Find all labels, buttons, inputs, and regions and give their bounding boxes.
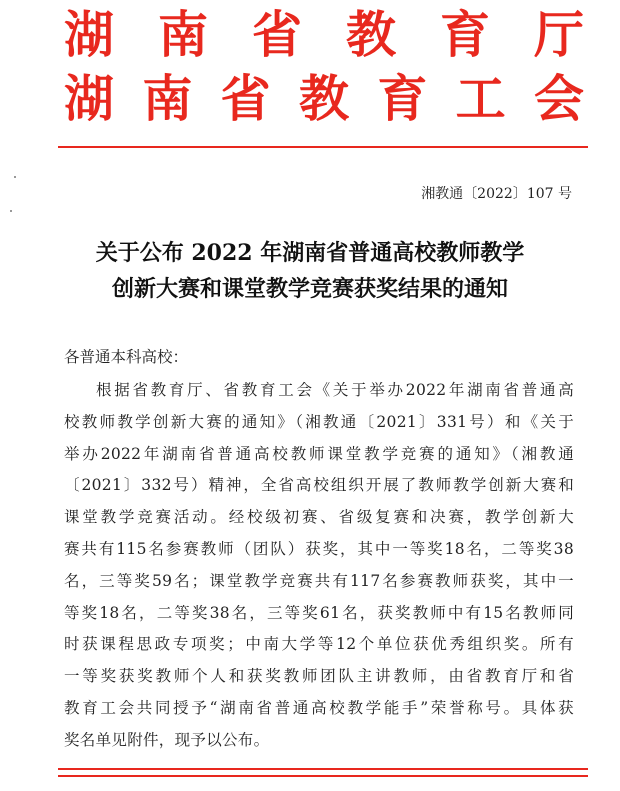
body-text-line: 教育工会共同授予“湖南省普通高校教学能手”荣誉称号。具体获: [64, 699, 574, 717]
body-text-line: 举办2022年湖南省普通高校教师课堂教学竞赛的通知》（湘教通: [64, 444, 574, 463]
body-text-line: 赛共有115名参赛教师（团队）获奖，其中一等奖18名，二等奖38: [64, 540, 574, 558]
header-char: 厅: [534, 6, 584, 64]
header-char: 湖: [64, 6, 114, 64]
header-char: 育: [440, 6, 490, 64]
red-footer-rule-upper: [58, 768, 588, 770]
red-footer-rule-lower: [58, 775, 588, 777]
document-title-line-2: 创新大赛和课堂教学竞赛获奖结果的通知: [111, 276, 508, 302]
header-char: 省: [220, 70, 271, 128]
header-char: 教: [346, 6, 396, 64]
header-char: 育: [377, 70, 428, 128]
header-char: 南: [142, 70, 193, 128]
salutation: 各普通本科高校：: [64, 348, 189, 366]
header-char: 南: [158, 6, 208, 64]
document-number: 湘教通〔2022〕107 号: [421, 186, 572, 202]
body-text-line: 等奖18名，二等奖38名，三等奖61名，获奖教师中有15名教师同: [64, 603, 574, 622]
body-text-line: 〔2021〕332号）精神，全省高校组织开展了教师教学创新大赛和: [64, 476, 574, 495]
red-header-rule: [58, 146, 588, 148]
margin-mark: [14, 176, 16, 178]
body-text-line: 一等奖获奖教师个人和获奖教师团队主讲教师，由省教育厅和省: [64, 667, 574, 686]
body-text-line: 奖名单见附件，现予以公布。: [64, 730, 270, 749]
body-text-line: 校教师教学创新大赛的通知》（湘教通〔2021〕331号）和《关于: [64, 412, 574, 431]
header-char: 工: [455, 70, 506, 128]
body-text-line: 时获课程思政专项奖；中南大学等12个单位获优秀组织奖。所有: [64, 635, 574, 654]
body-text-line: 名，三等奖59名；课堂教学竞赛共有117名参赛教师获奖，其中一: [64, 571, 574, 590]
issuer-header-education-union: [64, 68, 584, 130]
header-char: 省: [252, 6, 302, 64]
margin-mark: [10, 210, 12, 212]
header-char: 教: [298, 70, 349, 128]
document-title-line-1: 关于公布 2022 年湖南省普通高校教师教学: [95, 240, 525, 266]
body-text-line: 课堂教学竞赛活动。经校级初赛、省级复赛和决赛，教学创新大: [64, 508, 574, 527]
header-char: 湖: [64, 70, 114, 128]
body-text-line: 根据省教育厅、省教育工会《关于举办2022年湖南省普通高: [96, 381, 574, 399]
header-char: 会: [533, 70, 584, 128]
issuer-header-education-department: [64, 4, 584, 66]
